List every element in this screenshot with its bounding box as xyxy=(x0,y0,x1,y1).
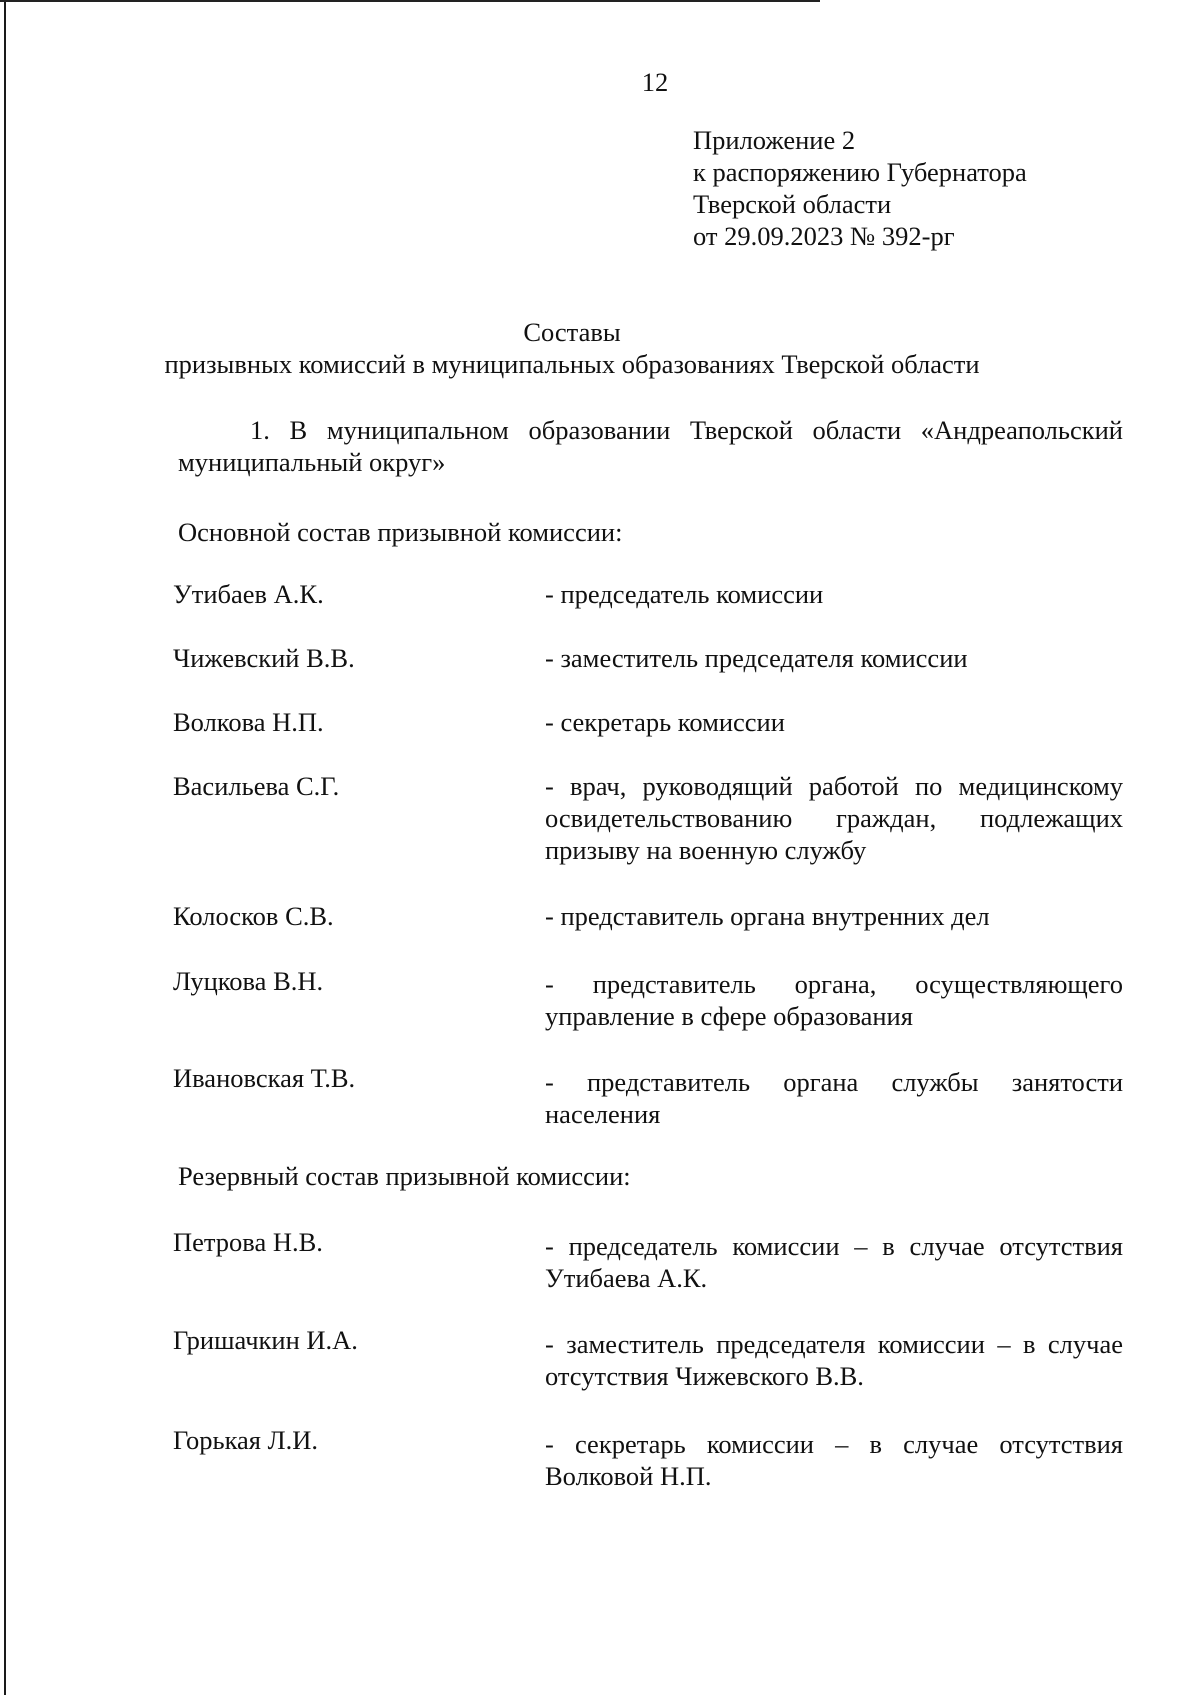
member-name: Горькая Л.И. xyxy=(173,1425,318,1455)
member-role: - председатель комиссии xyxy=(545,579,824,609)
member-name: Петрова Н.В. xyxy=(173,1227,323,1257)
appendix-block xyxy=(693,124,1027,252)
appendix-line: Тверской области xyxy=(693,189,892,219)
page-number: 12 xyxy=(641,67,669,97)
appendix-line: к распоряжению Губернатора xyxy=(693,157,1027,187)
scan-edge xyxy=(0,0,820,2)
member-name: Волкова Н.П. xyxy=(173,707,324,737)
member-role: - представитель органа, осуществляющего управление в сфере образования xyxy=(545,969,1123,1031)
appendix-line: Приложение 2 xyxy=(693,125,856,155)
member-role: - представитель органа внутренних дел xyxy=(545,901,990,931)
member-role: - секретарь комиссии xyxy=(545,707,785,737)
member-name: Ивановская Т.В. xyxy=(173,1063,356,1093)
member-name: Гришачкин И.А. xyxy=(173,1325,358,1355)
member-role: - представитель органа службы занятости населения xyxy=(545,1067,1123,1129)
member-name: Утибаев А.К. xyxy=(173,579,324,609)
member-name: Колосков С.В. xyxy=(173,901,334,931)
title-line: призывных комиссий в муниципальных образованиях Тверской области xyxy=(164,349,980,379)
main-composition-label: Основной состав призывной комиссии: xyxy=(178,517,623,547)
document-title xyxy=(160,316,984,380)
member-name: Луцкова В.Н. xyxy=(173,966,324,996)
section-heading: 1. В муниципальном образовании Тверской области «Андреапольский муниципальный округ» xyxy=(178,415,1123,477)
title-line: Составы xyxy=(523,317,621,347)
member-role: - врач, руководящий работой по медицинскому освидетельствованию граждан, подлежащих призыву на военную службу xyxy=(545,771,1123,865)
appendix-line: от 29.09.2023 № 392-рг xyxy=(693,221,955,251)
reserve-composition-label: Резервный состав призывной комиссии: xyxy=(178,1161,631,1191)
member-role: - заместитель председателя комиссии – в случае отсутствия Чижевского В.В. xyxy=(545,1329,1123,1391)
member-name: Чижевский В.В. xyxy=(173,643,355,673)
scan-edge xyxy=(4,0,6,1695)
member-role: - секретарь комиссии – в случае отсутствия Волковой Н.П. xyxy=(545,1429,1123,1491)
member-name: Васильева С.Г. xyxy=(173,771,340,801)
member-role: - заместитель председателя комиссии xyxy=(545,643,968,673)
member-role: - председатель комиссии – в случае отсутствия Утибаева А.К. xyxy=(545,1231,1123,1293)
